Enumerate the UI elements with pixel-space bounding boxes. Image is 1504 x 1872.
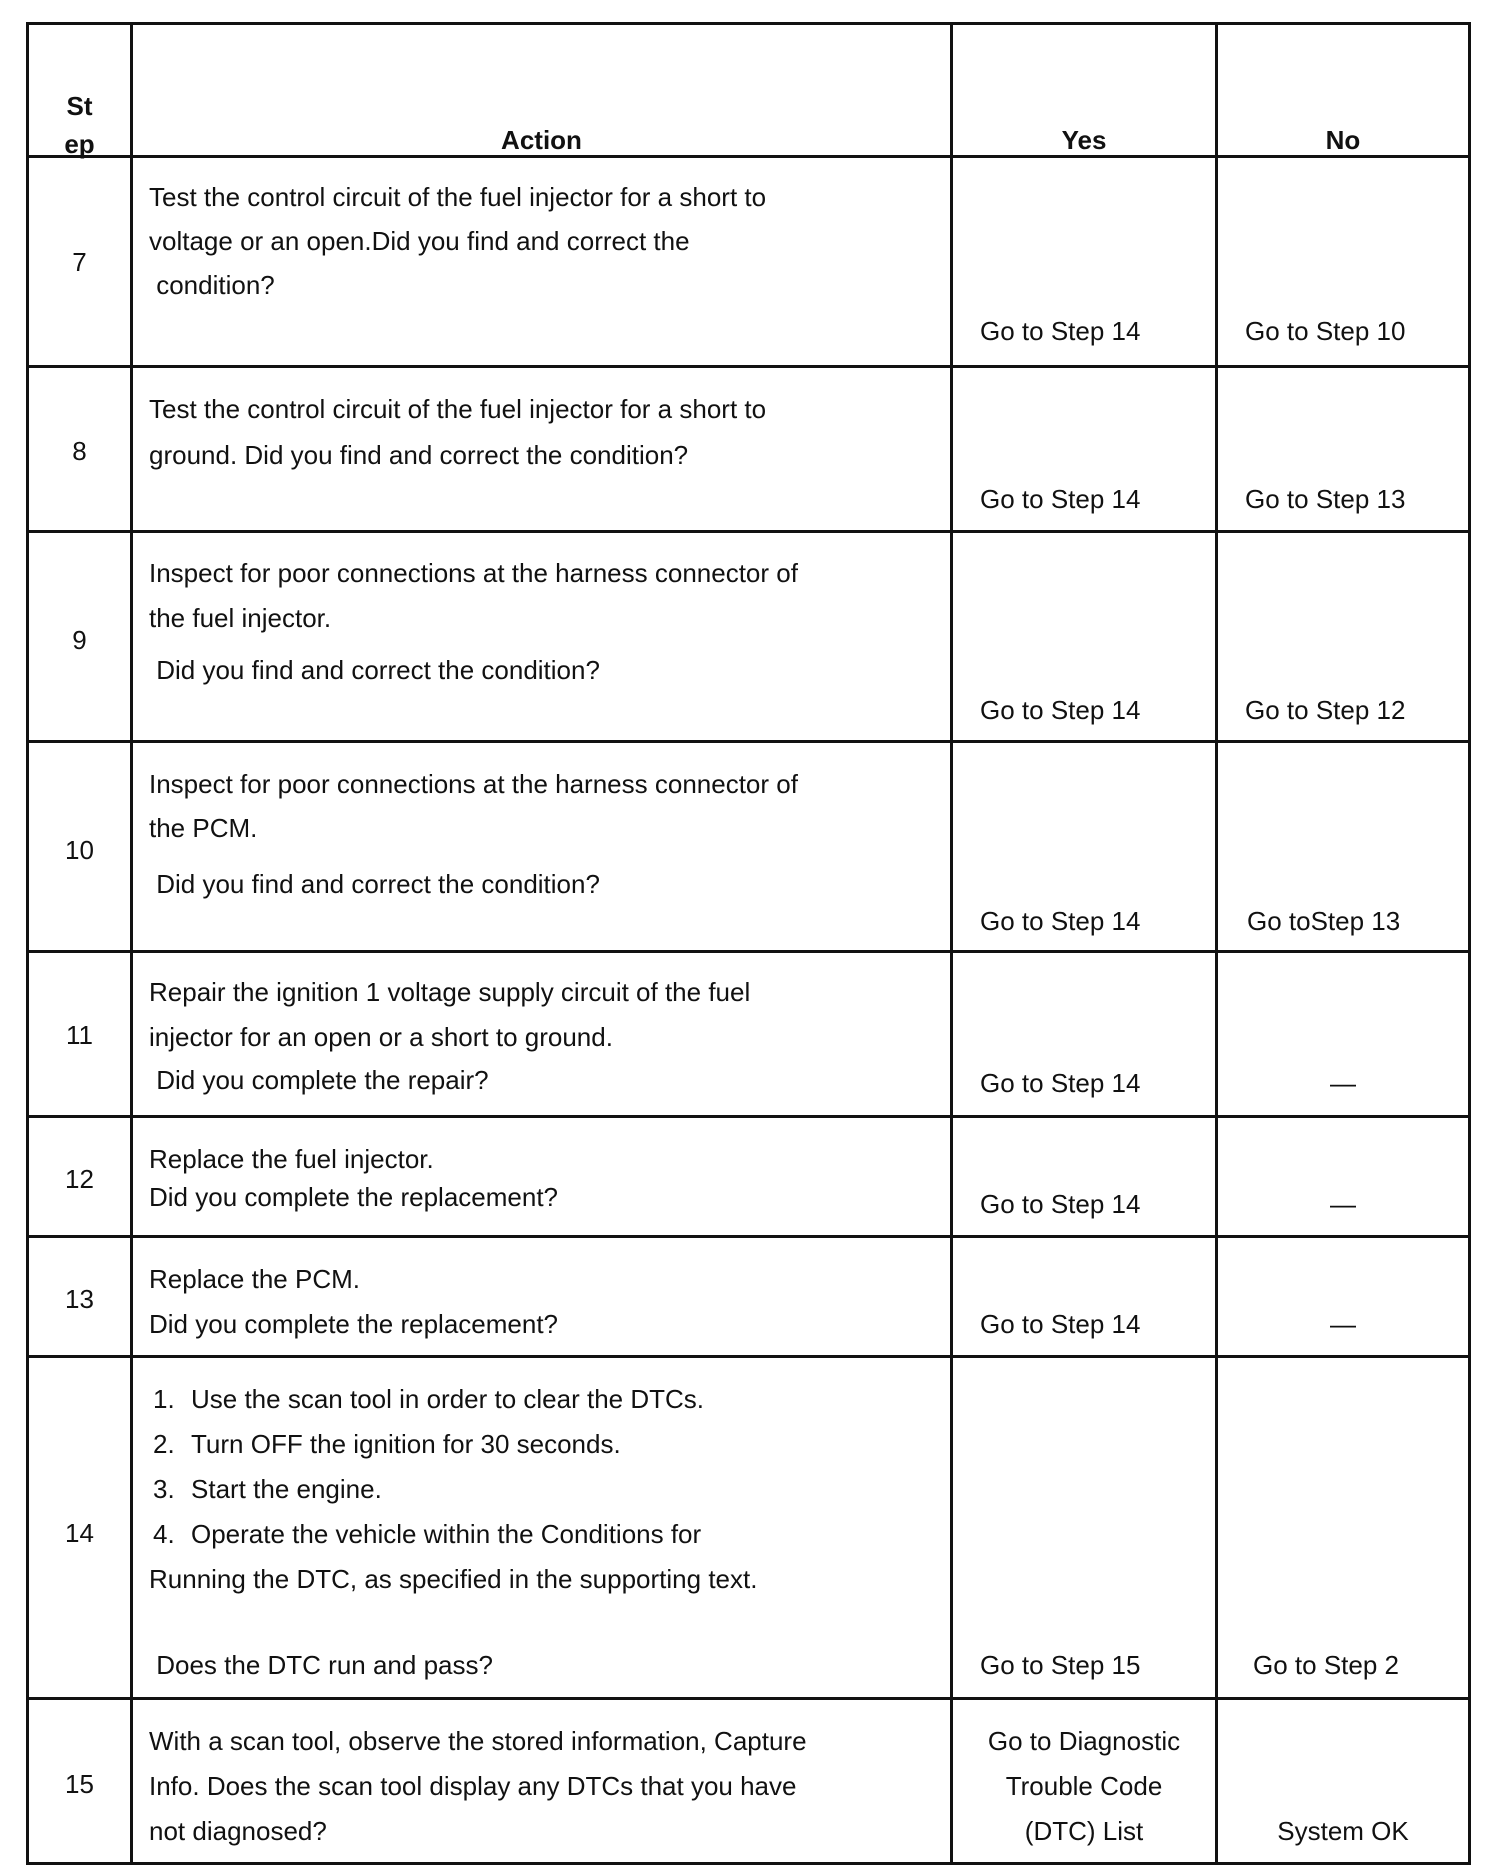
list-item: 1. Use the scan tool in order to clear the DTCs. — [153, 1384, 705, 1414]
action-line: not diagnosed? — [149, 1816, 327, 1846]
yes-result-multiline — [953, 1728, 1215, 1863]
action-line: Repair the ignition 1 voltage supply circuit of the fuel — [149, 977, 751, 1007]
yes-result: Go to Step 14 — [980, 906, 1141, 936]
action-line: Did you complete the replacement? — [149, 1182, 559, 1212]
table-row — [28, 157, 1470, 367]
table-row — [28, 1357, 1470, 1699]
no-result: Go to Step 10 — [1245, 316, 1406, 346]
diagnostic-steps-table — [26, 22, 1471, 1865]
action-line: Did you find and correct the condition? — [149, 655, 600, 685]
table-row — [28, 1117, 1470, 1237]
list-continuation: Running the DTC, as specified in the supporting text. — [149, 1564, 758, 1594]
table-row — [28, 1699, 1470, 1864]
step-number: 10 — [65, 835, 94, 865]
action-line: With a scan tool, observe the stored information, Capture — [149, 1726, 807, 1756]
action-line: Test the control circuit of the fuel injector for a short to — [149, 182, 767, 212]
header-no: No — [1217, 24, 1470, 157]
action-line: Did you complete the repair? — [149, 1065, 489, 1095]
yes-result: Go to Step 14 — [980, 484, 1141, 514]
action-line: Inspect for poor connections at the harness connector of — [149, 558, 798, 588]
yes-line: Trouble Code — [1005, 1771, 1163, 1801]
no-result: Go to Step 13 — [1245, 484, 1406, 514]
action-line: Did you find and correct the condition? — [149, 869, 600, 899]
no-result: Go to Step 12 — [1245, 695, 1406, 725]
table-row — [28, 1237, 1470, 1357]
action-line: Replace the fuel injector. — [149, 1144, 434, 1174]
header-step-line1: St — [66, 91, 93, 121]
action-line: ground. Did you find and correct the condition? — [149, 440, 689, 470]
step-number: 11 — [66, 1020, 93, 1050]
action-line: Did you complete the replacement? — [149, 1309, 559, 1339]
action-question: Does the DTC run and pass? — [149, 1650, 493, 1680]
yes-line: Go to Diagnostic — [987, 1726, 1181, 1756]
header-step — [28, 24, 132, 157]
action-line: Inspect for poor connections at the harness connector of — [149, 769, 798, 799]
list-item: 3. Start the engine. — [153, 1474, 382, 1504]
action-line: the fuel injector. — [149, 603, 332, 633]
action-line: injector for an open or a short to ground. — [149, 1022, 613, 1052]
table-row — [28, 952, 1470, 1117]
header-row — [28, 24, 1470, 157]
step-number: 13 — [65, 1284, 94, 1314]
no-result: Go to Step 2 — [1253, 1650, 1399, 1680]
yes-result: Go to Step 15 — [980, 1650, 1141, 1680]
table-row — [28, 742, 1470, 952]
yes-result: Go to Step 14 — [980, 1068, 1141, 1098]
header-step-line2: ep — [64, 129, 95, 159]
action-line: Replace the PCM. — [149, 1264, 360, 1294]
step-number: 7 — [72, 247, 87, 277]
action-line: Info. Does the scan tool display any DTCs that you have — [149, 1771, 797, 1801]
step-number: 14 — [65, 1518, 94, 1548]
action-line: condition? — [149, 270, 275, 300]
action-line: voltage or an open.Did you find and correct the — [149, 226, 690, 256]
header-action: Action — [132, 24, 952, 157]
no-result-dash: — — [1330, 1189, 1356, 1219]
yes-result: Go to Step 14 — [980, 1189, 1141, 1219]
step-number: 8 — [72, 436, 87, 466]
step-number: 12 — [65, 1164, 94, 1194]
no-result: Go toStep 13 — [1247, 906, 1401, 936]
list-item: 4. Operate the vehicle within the Conditions for — [153, 1519, 702, 1549]
yes-result: Go to Step 14 — [980, 695, 1141, 725]
list-item: 2. Turn OFF the ignition for 30 seconds. — [153, 1429, 621, 1459]
table-row — [28, 367, 1470, 532]
action-line: the PCM. — [149, 813, 258, 843]
action-line: Test the control circuit of the fuel injector for a short to — [149, 394, 767, 424]
yes-result: Go to Step 14 — [980, 316, 1141, 346]
step-number: 15 — [65, 1769, 94, 1799]
no-result-dash: — — [1330, 1309, 1356, 1339]
step-number: 9 — [72, 625, 87, 655]
yes-result: Go to Step 14 — [980, 1309, 1141, 1339]
no-result: System OK — [1277, 1816, 1409, 1846]
table-row — [28, 532, 1470, 742]
no-result-dash: — — [1330, 1068, 1356, 1098]
yes-line: (DTC) List — [1024, 1816, 1144, 1846]
header-yes: Yes — [952, 24, 1217, 157]
